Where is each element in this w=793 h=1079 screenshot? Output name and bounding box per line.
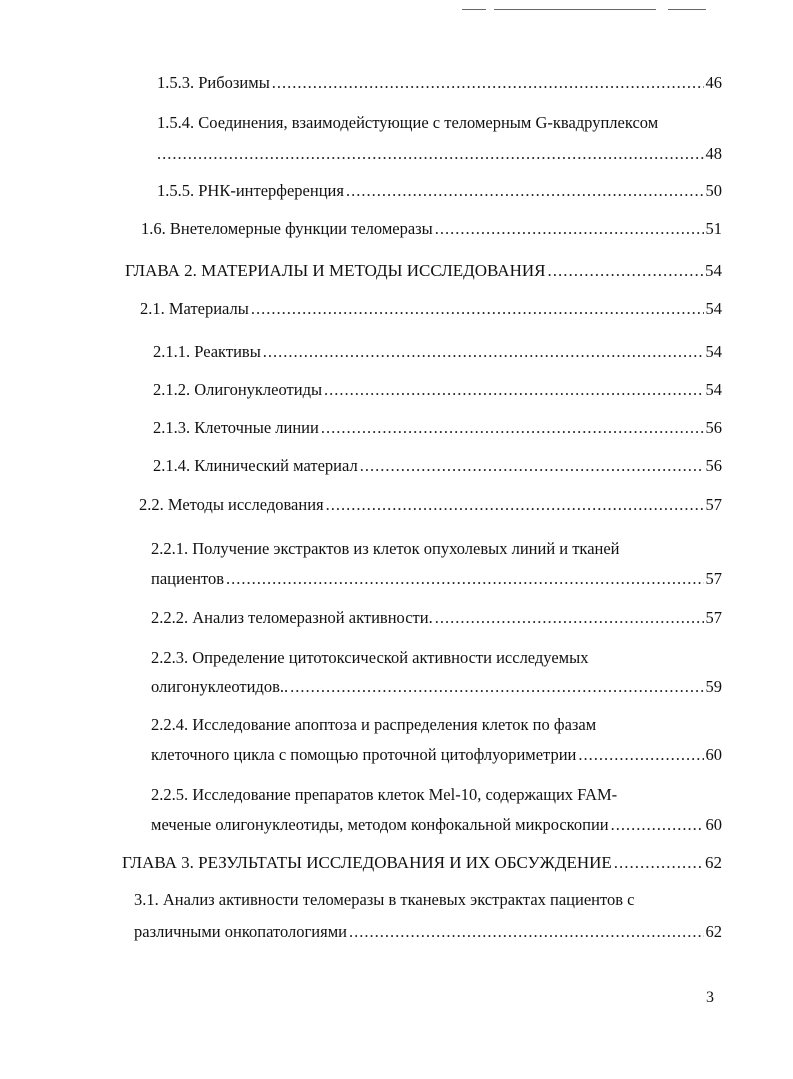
toc-entry-page: 60: [705, 745, 722, 764]
toc-entry-page: 54: [705, 380, 722, 399]
toc-entry-title: пациентов: [151, 569, 225, 588]
toc-entry-2-2-4-title[interactable]: 2.2.4. Исследование апоптоза и распределения клеток по фазам: [151, 715, 597, 734]
toc-entry-2-2-1[interactable]: [151, 569, 722, 589]
toc-entry-2-1[interactable]: [140, 299, 722, 319]
toc-entry-2-1-3[interactable]: [153, 418, 722, 438]
toc-entry-title: 2.1. Материалы: [140, 299, 249, 318]
toc-entry-title: ГЛАВА 2. МАТЕРИАЛЫ И МЕТОДЫ ИССЛЕДОВАНИЯ: [125, 261, 546, 280]
dot-leader: [157, 144, 704, 164]
page-number: 3: [706, 989, 714, 1006]
toc-entry-2-2-3[interactable]: [151, 677, 722, 697]
toc-entry-title: 1.5.5. РНК-интерференция: [157, 181, 344, 200]
dot-leader: [324, 380, 703, 400]
dot-leader: [349, 922, 704, 942]
toc-entry-title: 2.1.3. Клеточные линии: [153, 418, 319, 437]
toc-entry-page: 56: [705, 456, 722, 475]
toc-entry-1-5-4[interactable]: [157, 144, 722, 164]
toc-entry-2-2-5[interactable]: [151, 815, 722, 835]
dot-leader: [435, 219, 704, 239]
toc-chapter-2[interactable]: [125, 261, 722, 281]
toc-entry-page: 57: [705, 569, 722, 588]
dot-leader: [360, 456, 704, 476]
toc-entry-1-5-5[interactable]: [157, 181, 722, 201]
toc-entry-title: 2.2. Методы исследования: [139, 495, 324, 514]
dot-leader: [435, 608, 704, 628]
toc-entry-title: 1.5.3. Рибозимы: [157, 73, 270, 92]
toc-entry-2-1-2[interactable]: [153, 380, 722, 400]
toc-entry-3-1[interactable]: [134, 922, 722, 942]
toc-entry-title: 2.1.4. Клинический материал: [153, 456, 358, 475]
toc-entry-1-6[interactable]: [141, 219, 722, 239]
toc-entry-page: 56: [705, 418, 722, 437]
toc-entry-title: клеточного цикла с помощью проточной цитофлуориметрии: [151, 745, 577, 764]
toc-entry-2-1-4[interactable]: [153, 456, 722, 476]
top-rule: [462, 9, 486, 10]
toc-entry-page: 62: [705, 853, 722, 872]
dot-leader: [611, 815, 704, 835]
toc-entry-title: различными онкопатологиями: [134, 922, 347, 941]
toc-entry-page: 57: [705, 608, 722, 627]
toc-entry-title: 2.1.2. Олигонуклеотиды: [153, 380, 323, 399]
dot-leader: [321, 418, 704, 438]
toc-entry-page: 57: [705, 495, 722, 514]
toc-entry-page: 54: [705, 299, 722, 318]
toc-entry-page: 54: [705, 261, 722, 280]
toc-entry-1-5-3[interactable]: [157, 73, 722, 93]
toc-entry-2-2-4[interactable]: [151, 745, 722, 765]
top-rule: [668, 9, 706, 10]
toc-entry-2-2-1-title[interactable]: 2.2.1. Получение экстрактов из клеток опухолевых линий и тканей: [151, 539, 620, 558]
toc-entry-title: меченые олигонуклеотиды, методом конфокальной микроскопии: [151, 815, 609, 834]
dot-leader: [346, 181, 704, 201]
toc-chapter-3[interactable]: [122, 853, 722, 873]
toc-entry-page: 59: [705, 677, 722, 696]
toc-entry-title: 2.2.2. Анализ теломеразной активности.: [151, 608, 433, 627]
dot-leader: [226, 569, 703, 589]
toc-entry-title: 1.6. Внетеломерные функции теломеразы: [141, 219, 433, 238]
toc-entry-title: олигонуклеотидов..: [151, 677, 289, 696]
toc-entry-page: 46: [705, 73, 722, 92]
toc-entry-page: 60: [705, 815, 722, 834]
dot-leader: [614, 853, 703, 873]
toc-entry-page: 62: [705, 922, 722, 941]
toc-entry-3-1-title[interactable]: 3.1. Анализ активности теломеразы в тканевых экстрактах пациентов с: [134, 890, 635, 909]
toc-entry-1-5-4-title[interactable]: 1.5.4. Соединения, взаимодейстующие с теломерным G-квадруплексом: [157, 113, 659, 132]
dot-leader: [547, 261, 703, 281]
dot-leader: [326, 495, 704, 515]
toc-entry-title: 2.1.1. Реактивы: [153, 342, 261, 361]
toc-entry-2-1-1[interactable]: [153, 342, 722, 362]
toc-entry-2-2-5-title[interactable]: 2.2.5. Исследование препаратов клеток Mel-10, содержащих FAM-: [151, 785, 618, 804]
dot-leader: [251, 299, 704, 319]
toc-entry-2-2-3-title[interactable]: 2.2.3. Определение цитотоксической активности исследуемых: [151, 648, 589, 667]
dot-leader: [290, 677, 703, 697]
toc-entry-page: 48: [705, 144, 722, 163]
toc-entry-title: ГЛАВА 3. РЕЗУЛЬТАТЫ ИССЛЕДОВАНИЯ И ИХ ОБСУЖДЕНИЕ: [122, 853, 612, 872]
dot-leader: [272, 73, 704, 93]
dot-leader: [578, 745, 703, 765]
toc-entry-2-2[interactable]: [139, 495, 722, 515]
toc-entry-page: 51: [705, 219, 722, 238]
toc-entry-2-2-2[interactable]: [151, 608, 722, 628]
dot-leader: [263, 342, 704, 362]
toc-entry-page: 54: [705, 342, 722, 361]
top-rule: [494, 9, 656, 10]
toc-entry-page: 50: [705, 181, 722, 200]
